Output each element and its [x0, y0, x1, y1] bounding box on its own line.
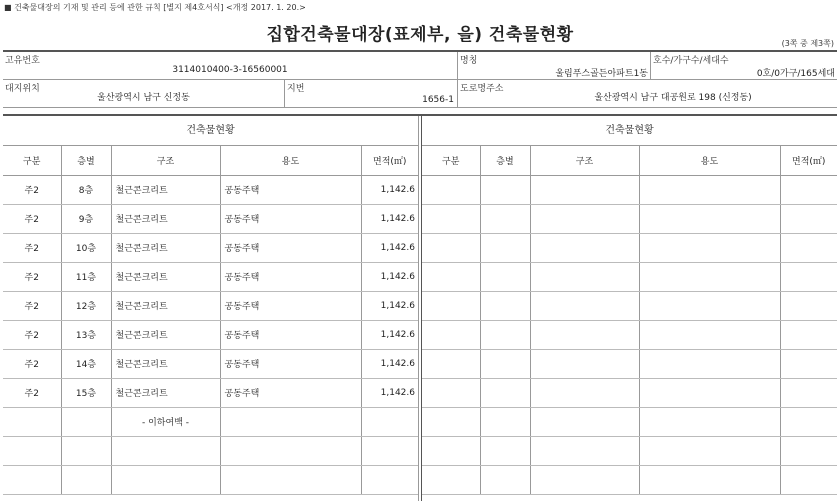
row-use: 공동주택 — [220, 204, 361, 233]
row-use: 공동주택 — [220, 262, 361, 291]
left-status-grid — [3, 146, 418, 495]
site-location-label: 대지위치 — [5, 84, 40, 94]
road-address-value: 울산광역시 남구 대공원로 198 (신정동) — [594, 93, 752, 103]
units-cell — [650, 52, 837, 79]
row-area: 1,142.6 — [361, 291, 418, 320]
unique-number-label: 고유번호 — [5, 56, 40, 66]
row-floor: 11층 — [61, 262, 111, 291]
units-value: 0호/0가구/165세대 — [756, 69, 835, 79]
row-area: 1,142.6 — [361, 233, 418, 262]
document-title: 집합건축물대장(표제부, 을) 건축물현황 — [266, 25, 574, 45]
road-address-label: 도로명주소 — [460, 84, 504, 94]
table-row — [3, 465, 418, 494]
row-area: 1,142.6 — [361, 175, 418, 204]
row-structure: 철근콘크리트 — [111, 291, 220, 320]
right-status-grid — [422, 146, 837, 495]
row-use: 공동주택 — [220, 349, 361, 378]
row-type: 주2 — [3, 233, 61, 262]
row-floor: 15층 — [61, 378, 111, 407]
table-row — [3, 291, 418, 320]
table-row — [422, 465, 837, 494]
col-use-header: 용도 — [220, 146, 361, 175]
row-floor: 9층 — [61, 204, 111, 233]
table-row — [422, 320, 837, 349]
units-label: 호수/가구수/세대수 — [653, 56, 729, 66]
left-status-table — [3, 116, 418, 501]
col-use-header: 용도 — [639, 146, 780, 175]
row-floor: 12층 — [61, 291, 111, 320]
lot-number-label: 지번 — [287, 84, 305, 94]
row-floor: 8층 — [61, 175, 111, 204]
col-floor-header: 층별 — [61, 146, 111, 175]
building-name-cell — [457, 52, 650, 79]
left-section-title: 건축물현황 — [3, 116, 418, 146]
table-row — [422, 436, 837, 465]
blank-note: - 이하여백 - — [111, 407, 220, 436]
row-type: 주2 — [3, 291, 61, 320]
site-location-value: 울산광역시 남구 신정동 — [97, 93, 190, 103]
building-name-label: 명칭 — [460, 56, 478, 66]
table-row — [3, 320, 418, 349]
table-row — [3, 407, 418, 436]
regulation-note: ■ 건축물대장의 기재 및 관리 등에 관한 규칙 [별지 제4호서식] <개정 2017. 1. 20.> — [4, 3, 306, 12]
table-row — [3, 436, 418, 465]
row-floor: 13층 — [61, 320, 111, 349]
table-row — [422, 291, 837, 320]
table-row — [3, 262, 418, 291]
row-type: 주2 — [3, 262, 61, 291]
row-structure: 철근콘크리트 — [111, 349, 220, 378]
table-row — [3, 378, 418, 407]
table-row — [422, 378, 837, 407]
row-structure: 철근콘크리트 — [111, 262, 220, 291]
table-row — [3, 349, 418, 378]
unique-number-value: 3114010400-3-16560001 — [172, 65, 288, 75]
row-structure: 철근콘크리트 — [111, 320, 220, 349]
col-structure-header: 구조 — [530, 146, 639, 175]
table-row — [3, 233, 418, 262]
row-structure: 철근콘크리트 — [111, 233, 220, 262]
table-row — [422, 204, 837, 233]
row-floor: 10층 — [61, 233, 111, 262]
info-row-2 — [3, 80, 837, 108]
row-structure: 철근콘크리트 — [111, 175, 220, 204]
table-row — [3, 204, 418, 233]
row-structure: 철근콘크리트 — [111, 378, 220, 407]
table-row — [422, 407, 837, 436]
row-use: 공동주택 — [220, 378, 361, 407]
building-info-section — [3, 50, 837, 108]
row-type: 주2 — [3, 204, 61, 233]
col-area-header: 면적(㎡) — [780, 146, 837, 175]
row-use: 공동주택 — [220, 175, 361, 204]
row-area: 1,142.6 — [361, 262, 418, 291]
col-floor-header: 층별 — [480, 146, 530, 175]
left-header-row — [3, 146, 418, 175]
row-area: 1,142.6 — [361, 349, 418, 378]
row-area: 1,142.6 — [361, 320, 418, 349]
row-floor: 14층 — [61, 349, 111, 378]
row-structure: 철근콘크리트 — [111, 204, 220, 233]
col-area-header: 면적(㎡) — [361, 146, 418, 175]
table-row — [422, 233, 837, 262]
right-status-table — [421, 116, 837, 501]
page-info: (3쪽 중 제3쪽) — [781, 39, 834, 48]
lot-number-value: 1656-1 — [422, 95, 454, 105]
site-location-cell — [3, 80, 284, 107]
building-status-tables — [3, 114, 837, 501]
row-use: 공동주택 — [220, 291, 361, 320]
building-name-value: 울림푸스골든아파트1동 — [555, 69, 648, 79]
row-use: 공동주택 — [220, 320, 361, 349]
row-use: 공동주택 — [220, 233, 361, 262]
row-type: 주2 — [3, 349, 61, 378]
right-header-row — [422, 146, 837, 175]
col-structure-header: 구조 — [111, 146, 220, 175]
right-section-title: 건축물현황 — [422, 116, 837, 146]
table-row — [3, 175, 418, 204]
info-row-1 — [3, 52, 837, 80]
row-type: 주2 — [3, 320, 61, 349]
row-area: 1,142.6 — [361, 378, 418, 407]
table-row — [422, 262, 837, 291]
lot-number-cell — [284, 80, 457, 107]
row-area: 1,142.6 — [361, 204, 418, 233]
table-row — [422, 175, 837, 204]
road-address-cell — [457, 80, 837, 107]
col-type-header: 구분 — [422, 146, 480, 175]
row-type: 주2 — [3, 175, 61, 204]
table-row — [422, 349, 837, 378]
unique-number-cell — [3, 52, 457, 79]
row-type: 주2 — [3, 378, 61, 407]
col-type-header: 구분 — [3, 146, 61, 175]
